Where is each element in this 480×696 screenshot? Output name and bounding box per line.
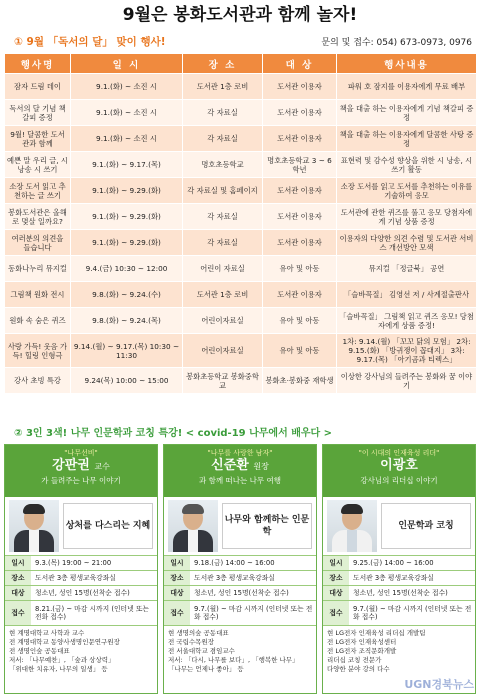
event-place: 도서관 1층 로비 — [183, 74, 263, 100]
lecture-target: 청소년, 성인 15명(선착순 접수) — [190, 586, 316, 601]
lecture-place: 도서관 3층 평생교육강좌실 — [31, 571, 157, 586]
event-content: 책을 대출 하는 이용자에게 달콤한 사탕 증정 — [337, 126, 477, 152]
event-row — [5, 100, 477, 126]
lecture-info-table — [164, 555, 316, 625]
event-content: 1차: 9.14.(월) 「꼬꼬 닭의 모험」 2차: 9.15.(화) 「방귀쟁이 꼽대지」 3차: 9.17.(목) 「아기곰과 티렉스」 — [337, 334, 477, 368]
event-name: 예쁜 말 우리 글, 시 낭송 시 쓰기 — [5, 152, 71, 178]
label-place: 장소 — [164, 571, 190, 586]
event-row — [5, 368, 477, 394]
col-header-place: 장 소 — [183, 54, 263, 74]
lecture-target: 청소년, 성인 15명(선착순 접수) — [31, 586, 157, 601]
event-target: 도서관 이용자 — [263, 204, 337, 230]
event-date: 9.4.(금) 10:30 ~ 12:00 — [71, 256, 183, 282]
lecturer-bio: 현 계명대학교 사학과 교수 전 계명대학교 동양사생명인문연구원장 전 생명인숲 공동대표 저서: 「나무예찬」, 「숲과 상상력」 「위대한 치유자, 나무의 일생」 등 — [5, 625, 157, 677]
event-place: 봉화초등학교 봉화중학교 — [183, 368, 263, 394]
section2-heading: ② 3인 3색! 나무 인문학과 코칭 특강! < covid-19 나무에서 배우다 > — [14, 428, 333, 439]
lecture-date: 9.18.(금) 14:00 ~ 16:00 — [190, 556, 316, 571]
event-target: 유아 및 아동 — [263, 256, 337, 282]
event-row — [5, 126, 477, 152]
event-date: 9.1.(화) ~ 9.29.(화) — [71, 178, 183, 204]
event-date: 9.8.(화) ~ 9.24.(목) — [71, 308, 183, 334]
event-name: 9월! 달콤한 도서관과 함께 — [5, 126, 71, 152]
event-content: 「슬바꼭질」 김영선 저 / 사계절출판사 — [337, 282, 477, 308]
col-header-content: 행사내용 — [337, 54, 477, 74]
lecture-subtitle: 과 함께 떠나는 나무 여행 — [199, 476, 281, 485]
lecturer-name: 강판권 교수 — [52, 458, 110, 473]
lecture-target: 청소년, 성인 15명(선착순 접수) — [349, 586, 475, 601]
contact-info: 문의 및 접수: 054) 673-0973, 0976 — [321, 38, 472, 48]
lecture-card-1 — [4, 444, 158, 694]
lecture-subtitle: 가 들려주는 나무 이야기 — [41, 476, 121, 485]
event-content: 이상한 강사님의 들려주는 봉화와 꿈 이야기 — [337, 368, 477, 394]
col-header-date: 일 시 — [71, 54, 183, 74]
events-table — [4, 53, 477, 394]
lecturer-quote: "나무선비" — [64, 449, 98, 457]
lecturer-quote: "이 시대의 인재육성 리더" — [358, 449, 440, 457]
event-target: 도서관 이용자 — [263, 74, 337, 100]
col-header-name: 행사명 — [5, 54, 71, 74]
event-name: 사랑 가득! 웃음 가득! 힐링 인형극 — [5, 334, 71, 368]
event-target: 도서관 이용자 — [263, 230, 337, 256]
lecture-banner — [323, 445, 475, 497]
label-date: 일시 — [323, 556, 349, 571]
event-date: 9.1.(화) ~ 소진 시 — [71, 100, 183, 126]
lecture-topic: 상처를 다스리는 지혜 — [63, 503, 153, 549]
event-content: 소장 도서를 읽고 도서를 추천하는 이유를 기술하여 응모 — [337, 178, 477, 204]
event-target: 도서관 이용자 — [263, 100, 337, 126]
lecture-info-table — [5, 555, 157, 625]
event-name: 여러분의 의견을 들습니다 — [5, 230, 71, 256]
event-row — [5, 308, 477, 334]
event-place: 명호초등학교 — [183, 152, 263, 178]
event-row — [5, 204, 477, 230]
event-place: 각 자료실 — [183, 204, 263, 230]
lecture-card-3 — [322, 444, 476, 694]
event-row — [5, 282, 477, 308]
lecturer-bio: 현 LG전자 인재육성 리더십 개발팀 전 LG전자 인재육성센터 전 LG전자 조직문화개발 리더십 코칭 전문가 다양한 분야 강의 다수 — [323, 625, 475, 677]
event-name: 독서의 달 기념 책갈피 증정 — [5, 100, 71, 126]
section1-heading: ① 9월 「독서의 달」 맞이 행사! — [14, 36, 166, 48]
lecturer-photo — [9, 500, 59, 552]
label-date: 일시 — [5, 556, 31, 571]
event-target: 도서관 이용자 — [263, 126, 337, 152]
event-name: 그림책 원화 전시 — [5, 282, 71, 308]
label-target: 대상 — [5, 586, 31, 601]
lecture-date: 9.25.(금) 14:00 ~ 16:00 — [349, 556, 475, 571]
event-name: 강사 초빙 특강 — [5, 368, 71, 394]
section1-header — [4, 34, 476, 52]
event-name: 원화 속 숨은 퀴즈 — [5, 308, 71, 334]
event-place: 각 자료실 및 홈페이지 — [183, 178, 263, 204]
event-name: 동화나누리 뮤지컬 — [5, 256, 71, 282]
event-place: 어린이자료실 — [183, 308, 263, 334]
label-place: 장소 — [323, 571, 349, 586]
event-content: 책을 대출 하는 이용자에게 기념 책갈피 증정 — [337, 100, 477, 126]
lecturer-quote: "나무를 사랑한 남자" — [207, 449, 273, 457]
event-row — [5, 74, 477, 100]
event-place: 도서관 1층 로비 — [183, 282, 263, 308]
lecture-card-2 — [163, 444, 317, 694]
lecturer-photo — [327, 500, 377, 552]
lecture-topic: 인문학과 코칭 — [381, 503, 471, 549]
lecture-info-table — [323, 555, 475, 625]
label-place: 장소 — [5, 571, 31, 586]
label-date: 일시 — [164, 556, 190, 571]
watermark-logo: UGN경북뉴스 — [404, 678, 474, 691]
event-place: 각 자료실 — [183, 100, 263, 126]
lecture-date: 9.3.(목) 19:00 ~ 21:00 — [31, 556, 157, 571]
label-target: 대상 — [323, 586, 349, 601]
event-target: 유아 및 아동 — [263, 334, 337, 368]
event-content: 도서관에 관한 퀴즈를 풀고 응모 당첨자에게 기념 상품 증정 — [337, 204, 477, 230]
label-apply: 접수 — [164, 601, 190, 625]
event-place: 어린이자료실 — [183, 334, 263, 368]
event-date: 9.1.(화) ~ 9.17.(목) — [71, 152, 183, 178]
lecture-place: 도서관 3층 평생교육강좌실 — [349, 571, 475, 586]
event-date: 9.1.(화) ~ 소진 시 — [71, 74, 183, 100]
event-name: 소장 도서 읽고 추천하는 글 쓰기 — [5, 178, 71, 204]
lecture-apply: 9.7.(월) ~ 마감 시까지 (인터넷 또는 전화 접수) — [349, 601, 475, 625]
event-name: 잠자 드림 데이 — [5, 74, 71, 100]
events-header-row — [5, 54, 477, 74]
event-content: 「슬바꼭질」 그림책 읽고 퀴즈 응모! 당첨자에게 상품 증정! — [337, 308, 477, 334]
event-row — [5, 334, 477, 368]
lecturer-name: 이광호 — [380, 458, 418, 473]
event-place: 어린이 자료실 — [183, 256, 263, 282]
event-row — [5, 256, 477, 282]
label-apply: 접수 — [5, 601, 31, 625]
event-date: 9.1.(화) ~ 9.29.(화) — [71, 230, 183, 256]
lecture-topic: 나무와 함께하는 인문학 — [222, 503, 312, 549]
event-content: 이용자의 다양한 의견 수렴 및 도서관 서비스 개선방안 모색 — [337, 230, 477, 256]
event-date: 9.1.(화) ~ 소진 시 — [71, 126, 183, 152]
event-target: 유아 및 아동 — [263, 308, 337, 334]
lecturer-bio: 현 생명의숲 공동대표 전 국립수목원장 전 서울대학교 겸임교수 저서: 「다시, 나무를 보다」, 「행복한 나무」 「나무는 언제나 좋아」 등 — [164, 625, 316, 677]
lecturer-photo — [168, 500, 218, 552]
event-date: 9.24(목) 10:00 ~ 15:00 — [71, 368, 183, 394]
event-target: 도서관 이용자 — [263, 178, 337, 204]
lecture-banner — [164, 445, 316, 497]
event-date: 9.1.(화) ~ 9.29.(화) — [71, 204, 183, 230]
event-content: 표현력 및 감수성 향상을 위한 시 낭송, 시 쓰기 활동 — [337, 152, 477, 178]
event-target: 도서관 이용자 — [263, 282, 337, 308]
event-target: 명호초등학교 3 ~ 6학년 — [263, 152, 337, 178]
lecture-place: 도서관 3층 평생교육강좌실 — [190, 571, 316, 586]
event-row — [5, 178, 477, 204]
event-row — [5, 152, 477, 178]
lecture-subtitle: 강사님의 리더십 이야기 — [360, 476, 438, 485]
lecture-banner — [5, 445, 157, 497]
label-target: 대상 — [164, 586, 190, 601]
event-row — [5, 230, 477, 256]
event-content: 파워 호 잠지를 이용자에게 무료 배부 — [337, 74, 477, 100]
col-header-target: 대 상 — [263, 54, 337, 74]
lecturer-name: 신준환 원장 — [211, 458, 269, 473]
event-date: 9.14.(월) ~ 9.17.(목) 10:30 ~ 11:30 — [71, 334, 183, 368]
lecture-apply: 8.21.(금) ~ 마감 시까지 (인터넷 또는 전화 접수) — [31, 601, 157, 625]
event-target: 봉화초·봉화중 재학생 — [263, 368, 337, 394]
event-name: 봉화도서관은 올해로 몇살 일까요? — [5, 204, 71, 230]
event-place: 각 자료실 — [183, 126, 263, 152]
lecture-apply: 9.7.(월) ~ 마감 시까지 (인터넷 또는 전화 접수) — [190, 601, 316, 625]
event-date: 9.8.(화) ~ 9.24.(수) — [71, 282, 183, 308]
page-title: 9월은 봉화도서관과 함께 놀자! — [122, 5, 358, 25]
event-content: 뮤지컬 「정글북」 공연 — [337, 256, 477, 282]
event-place: 각 자료실 — [183, 230, 263, 256]
label-apply: 접수 — [323, 601, 349, 625]
